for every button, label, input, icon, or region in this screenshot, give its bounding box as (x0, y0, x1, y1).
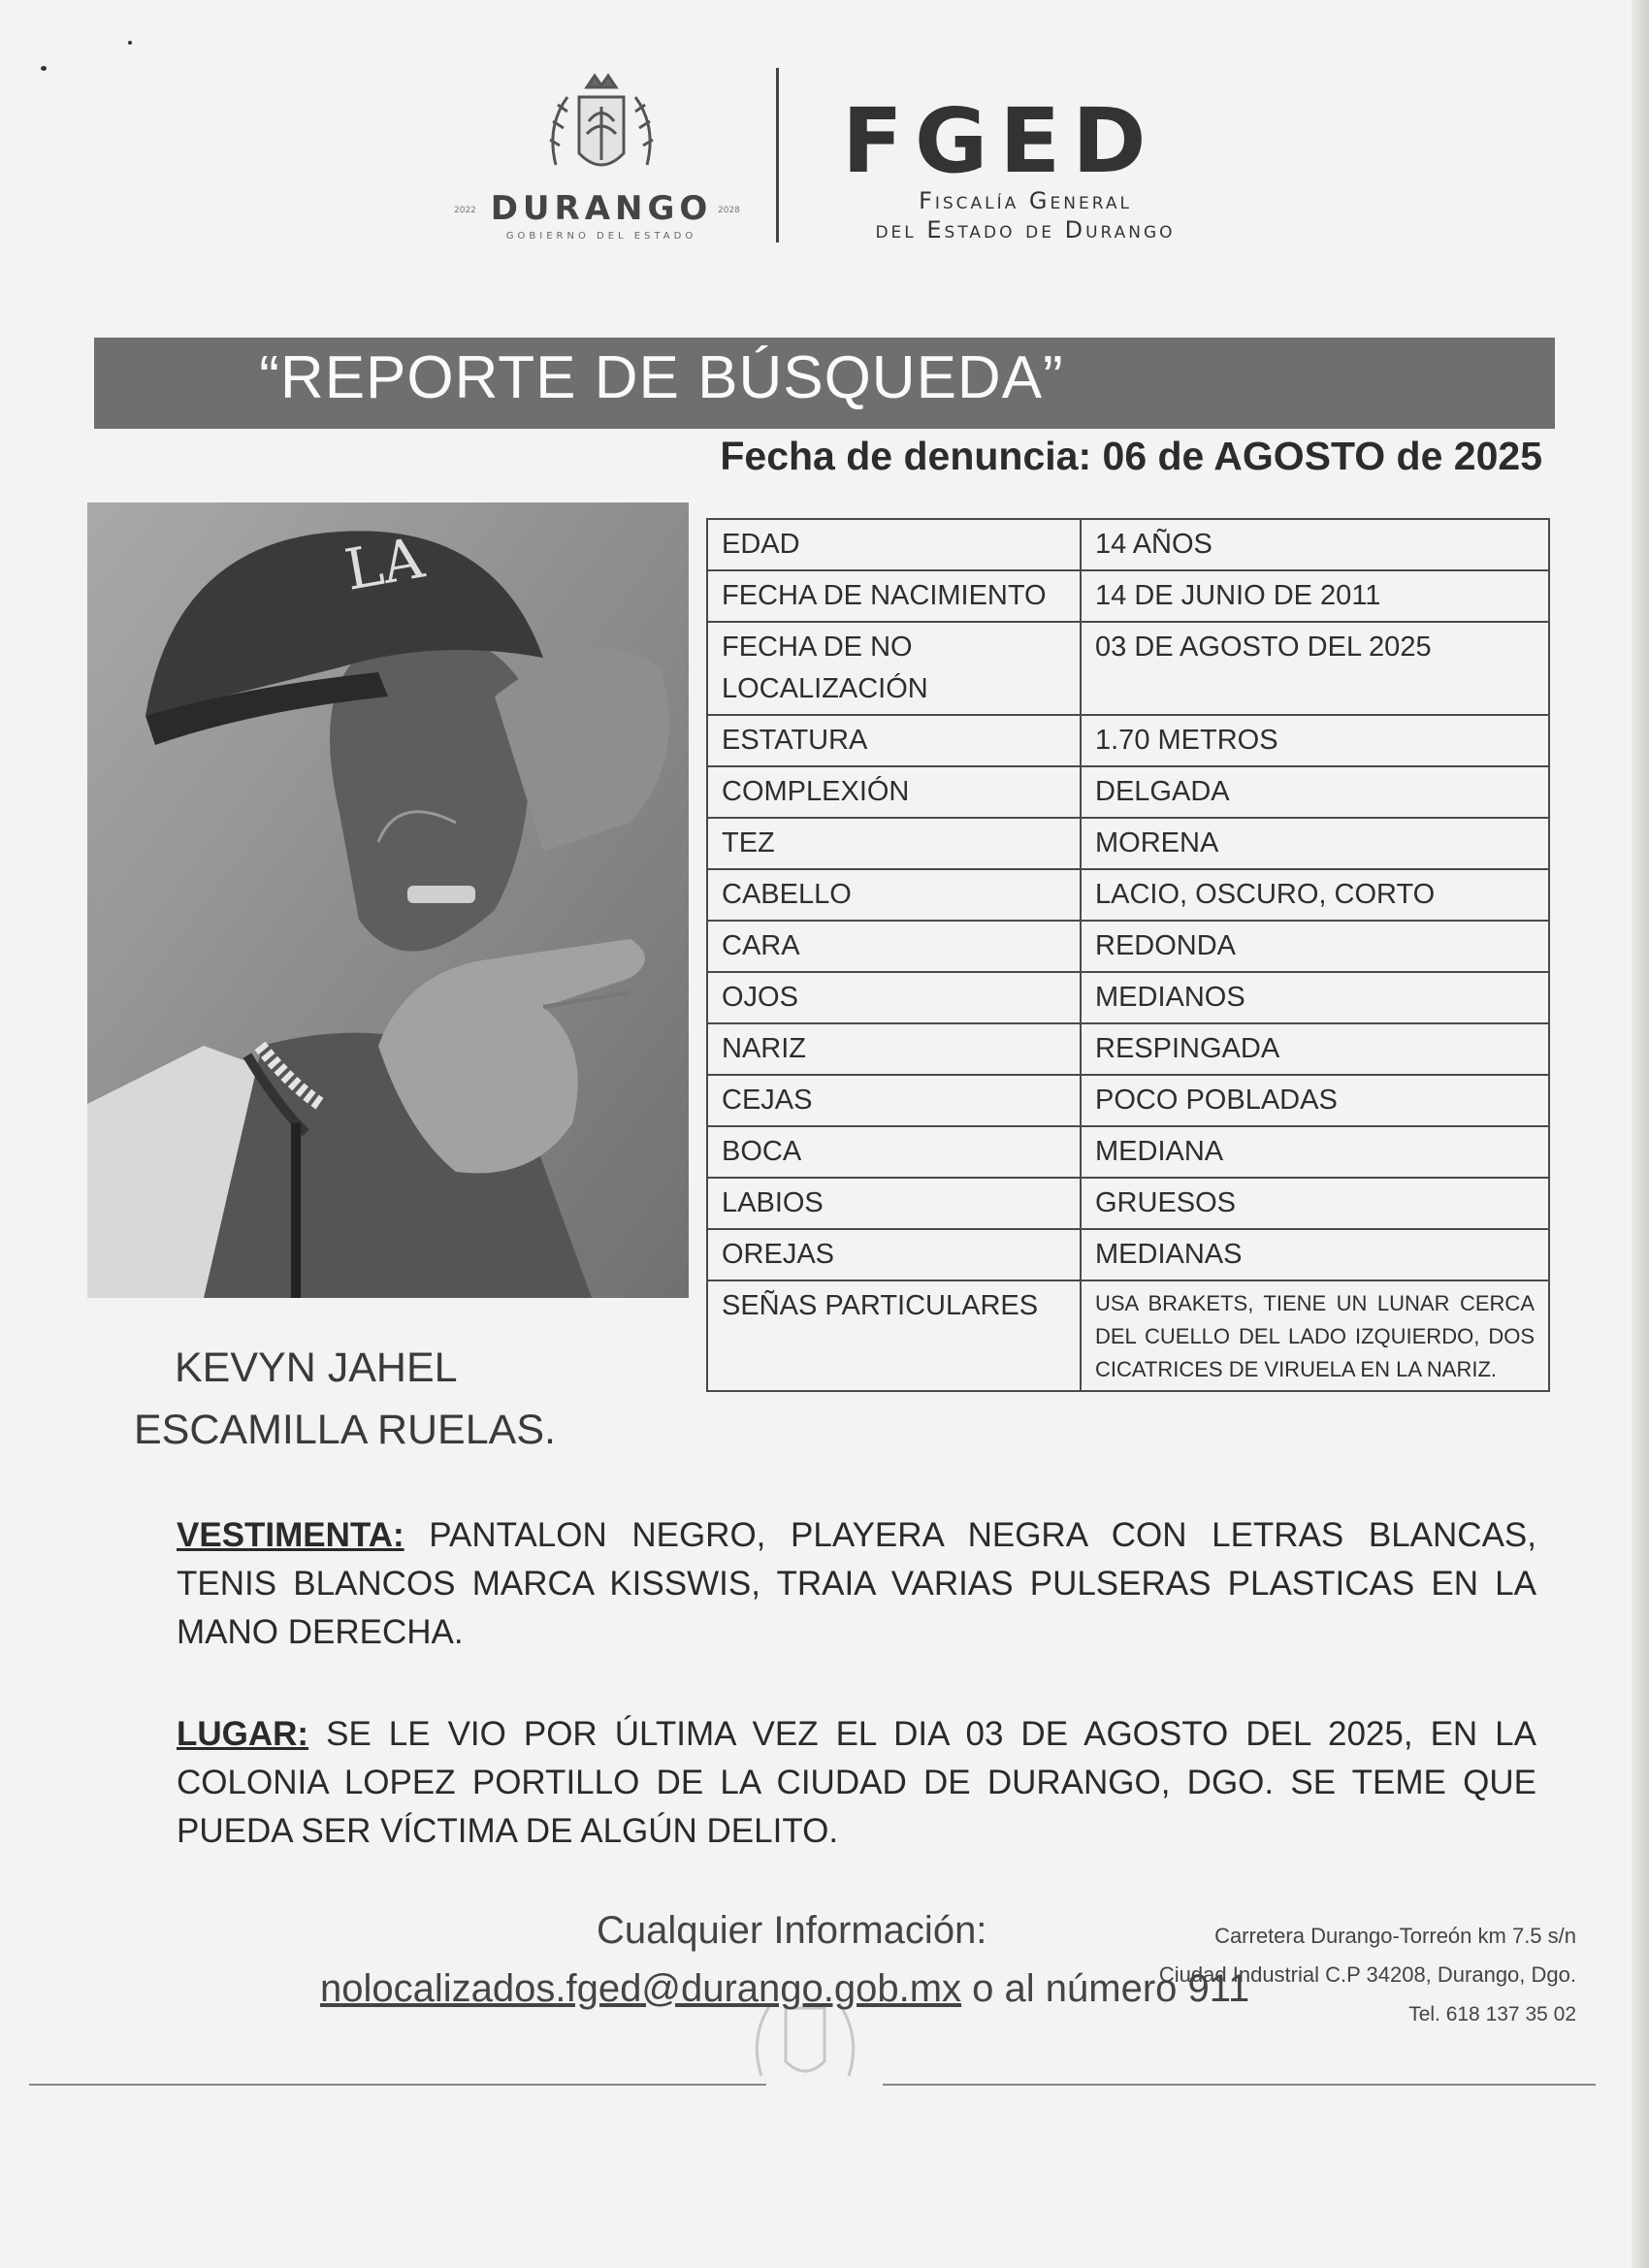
label-boca: BOCA (707, 1126, 1081, 1178)
clothing-text: PANTALON NEGRO, PLAYERA NEGRA CON LETRAS BLANCAS, TENIS BLANCOS MARCA KISSWIS, TRAIA VARIAS PULSERAS PLASTICAS EN LA MANO DERECHA. (177, 1516, 1536, 1651)
value-boca: MEDIANA (1081, 1126, 1549, 1178)
report-title: “REPORTE DE BÚSQUEDA” (259, 344, 1064, 411)
value-cabello: LACIO, OSCURO, CORTO (1081, 869, 1549, 921)
speck (128, 41, 132, 45)
date-value: 06 de AGOSTO de 2025 (1102, 434, 1542, 478)
date-label: Fecha de denuncia: (720, 434, 1092, 478)
label-cejas: CEJAS (707, 1075, 1081, 1126)
agency-name-line2: del Estado de Durango (875, 216, 1176, 243)
table-row (707, 1126, 1549, 1178)
contact-email-link[interactable]: nolocalizados.fged@durango.gob.mx (320, 1967, 962, 2010)
label-fecha-nacimiento: FECHA DE NACIMIENTO (707, 570, 1081, 622)
location-paragraph (177, 1710, 1536, 1856)
value-estatura: 1.70 METROS (1081, 715, 1549, 766)
contact-phone-text: o al número 911 (972, 1967, 1250, 2010)
table-row (707, 818, 1549, 869)
table-row (707, 519, 1549, 570)
value-ojos: MEDIANOS (1081, 972, 1549, 1023)
person-name (136, 1337, 556, 1461)
value-cara: REDONDA (1081, 921, 1549, 972)
label-ojos: OJOS (707, 972, 1081, 1023)
value-fecha-nacimiento: 14 DE JUNIO DE 2011 (1081, 570, 1549, 622)
location-label: LUGAR: (177, 1715, 309, 1753)
durango-wordmark: DURANGO (490, 189, 713, 228)
clothing-paragraph (177, 1511, 1536, 1657)
title-banner (94, 338, 1555, 429)
label-complexion: COMPLEXIÓN (707, 766, 1081, 818)
label-edad: EDAD (707, 519, 1081, 570)
clothing-label: VESTIMENTA: (177, 1516, 404, 1554)
page-edge (1632, 0, 1649, 2268)
table-row (707, 1075, 1549, 1126)
header-divider (776, 68, 779, 243)
label-labios: LABIOS (707, 1178, 1081, 1229)
table-row (707, 1280, 1549, 1391)
table-row (707, 570, 1549, 622)
value-labios: GRUESOS (1081, 1178, 1549, 1229)
year-left: 2022 (454, 206, 476, 215)
table-row (707, 622, 1549, 715)
table-row (707, 1178, 1549, 1229)
person-name-line1: KEVYN JAHEL (175, 1345, 458, 1391)
table-row (707, 766, 1549, 818)
table-row (707, 715, 1549, 766)
table-row (707, 1229, 1549, 1280)
contact-label: Cualquier Información: (597, 1909, 987, 1952)
location-text: SE LE VIO POR ÚLTIMA VEZ EL DIA 03 DE AGOSTO DEL 2025, EN LA COLONIA LOPEZ PORTILLO DE LA CIUDAD DE DURANGO, DGO. SE TEME QUE PUEDA SER VÍCTIMA DE ALGÚN DELITO. (177, 1715, 1536, 1850)
report-date (679, 434, 1542, 479)
cap-logo: LA (340, 524, 429, 603)
durango-subtitle: GOBIERNO DEL ESTADO (505, 231, 697, 242)
table-row (707, 921, 1549, 972)
durango-crest-icon (538, 68, 664, 184)
label-tez: TEZ (707, 818, 1081, 869)
person-name-line2: ESCAMILLA RUELAS. (134, 1407, 556, 1453)
table-row (707, 972, 1549, 1023)
value-complexion: DELGADA (1081, 766, 1549, 818)
footer-rule-right (883, 2084, 1596, 2086)
label-estatura: ESTATURA (707, 715, 1081, 766)
value-tez: MORENA (1081, 818, 1549, 869)
agency-name-line1: Fiscalía General (919, 187, 1132, 214)
fged-logo: FGED (842, 89, 1158, 193)
year-right: 2028 (718, 206, 740, 215)
address-line1: Carretera Durango-Torreón km 7.5 s/n (1214, 1924, 1576, 1948)
value-fecha-no-localizacion: 03 DE AGOSTO DEL 2025 (1081, 622, 1549, 715)
footer-rule-left (29, 2084, 766, 2086)
value-orejas: MEDIANAS (1081, 1229, 1549, 1280)
description-table (706, 518, 1550, 1392)
label-nariz: NARIZ (707, 1023, 1081, 1075)
label-fecha-no-localizacion: FECHA DE NO LOCALIZACIÓN (707, 622, 1081, 715)
label-senas-particulares: SEÑAS PARTICULARES (707, 1280, 1081, 1391)
value-cejas: POCO POBLADAS (1081, 1075, 1549, 1126)
value-nariz: RESPINGADA (1081, 1023, 1549, 1075)
value-senas-particulares: USA BRAKETS, TIENE UN LUNAR CERCA DEL CUELLO DEL LADO IZQUIERDO, DOS CICATRICES DE VIRUELA EN LA NARIZ. (1081, 1280, 1549, 1391)
table-row (707, 1023, 1549, 1075)
missing-person-photo (87, 502, 689, 1298)
agency-name (846, 186, 1205, 244)
address-phone: Tel. 618 137 35 02 (1408, 2003, 1576, 2025)
label-cabello: CABELLO (707, 869, 1081, 921)
speck (41, 66, 47, 71)
label-orejas: OREJAS (707, 1229, 1081, 1280)
address-line2: Ciudad Industrial C.P 34208, Durango, Dgo. (1158, 1962, 1576, 1987)
label-cara: CARA (707, 921, 1081, 972)
table-row (707, 869, 1549, 921)
value-edad: 14 AÑOS (1081, 519, 1549, 570)
